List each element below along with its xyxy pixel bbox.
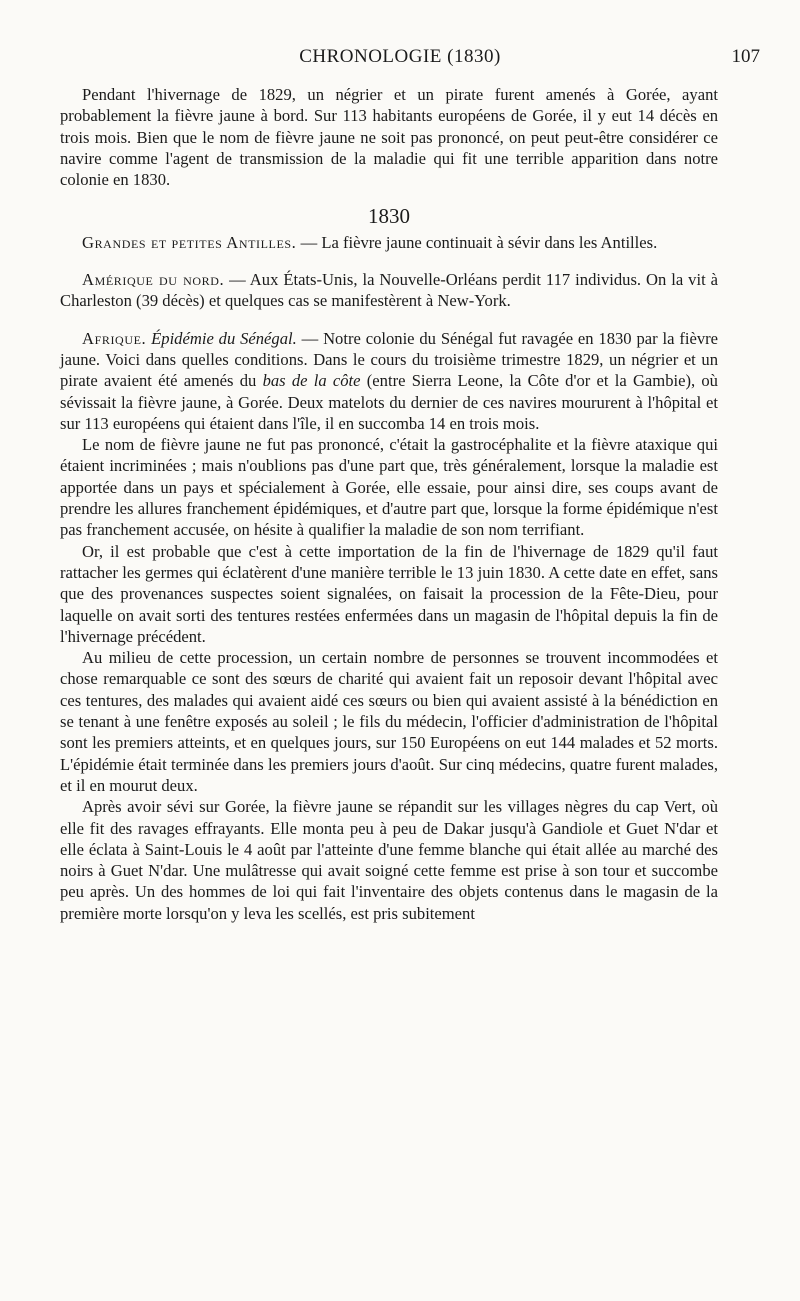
intro-paragraph: Pendant l'hivernage de 1829, un négrier et un pirate furent amenés à Gorée, ayant probablement la fièvre jaune à bord. Sur 113 habitants européens de Gorée, il y eut 14 décès en trois mois. Bien que le nom de fièvre jaune ne soit pas prononcé, on peut peut-être considérer ce navire comme l'agent de transmission de la maladie qui fit une terrible apparition dans notre colonie en 1830. [60,85,718,190]
antilles-paragraph [60,232,718,253]
paragraph-spread: Après avoir sévi sur Gorée, la fièvre jaune se répandit sur les villages nègres du cap Vert, où elle fit des ravages effrayants. Elle monta peu à peu de Dakar jusqu'à Gandiole et Guet N'dar et elle éclata à Saint-Louis le 4 août par l'atteinte d'une femme blanche qui était allée au marché des noirs à Guet N'dar. Une mulâtresse qui avait soigné cette femme est prise à son tour et succombe peu après. Un des hommes de loi qui fait l'inventaire des objets contenus dans le magasin de la première morte lorsqu'on y leva les scellés, est pris subitement [60,797,718,923]
afrique-text-2: (entre Sierra Leone, la Côte d'or et la Gambie), où sévissait la fièvre jaune, à Gorée. Deux matelots du dernier de ces navires moururent à l'hôpital et sur 113 européens qui étaient dans l'île, il en succomba 14 en trois mois. [60,371,718,433]
running-head [40,46,760,76]
body-text [60,84,718,924]
afrique-place: bas de la côte [262,371,361,391]
amerique-text: — Aux États-Unis, la Nouvelle-Orléans perdit 117 individus. On la vit à Charleston (39 décès) et quelques cas se manifestèrent à New-York. [60,270,718,311]
year-heading: 1830 [368,204,410,229]
running-title: CHRONOLOGIE (1830) [299,46,501,67]
afrique-title: Épidémie du Sénégal. [151,328,297,348]
afrique-paragraph [60,328,718,434]
antilles-label: Grandes et petites Antilles. [82,232,297,252]
page-number: 107 [731,46,760,67]
afrique-text-1: — Notre colonie du Sénégal fut ravagée en 1830 par la fièvre jaune. Voici dans quelles conditions. Dans le cours du troisième trimestre 1829, un négrier et un pirate avaient été amenés du [60,328,719,391]
paragraph-victims: Au milieu de cette procession, un certain nombre de personnes se trouvent incommodées et chose remarquable ce sont des sœurs de charité qui avaient fait un reposoir devant l'hôpital avec ces tentures, des malades qui avaient aidé ces sœurs ou bien qui avaient assisté à la bénédiction en se tenant à une fenêtre exposés au soleil ; le fils du médecin, l'officier d'administration de l'hôpital sont les premiers atteints, et en quelques jours, sur 150 Européens on eut 144 malades et 52 morts. L'épidémie était terminée dans les premiers jours d'août. Sur cinq médecins, quatre furent malades, et il en mourut deux. [60,648,718,795]
amerique-paragraph [60,269,718,312]
amerique-label: Amérique du nord. [82,270,225,290]
afrique-label: Afrique. [82,328,147,348]
antilles-text: — La fièvre jaune continuait à sévir dans les Antilles. [296,232,658,252]
paragraph-procession: Or, il est probable que c'est à cette importation de la fin de l'hivernage de 1829 qu'il faut rattacher les germes qui éclatèrent d'une manière terrible le 13 juin 1830. A cette date en effet, sans que des provenances suspectes soient signalées, on faisait la procession de la Fête-Dieu, pour laquelle on avait sorti des tentures restées enfermées dans un magasin de l'hôpital depuis la fin de l'hivernage précédent. [60,541,718,646]
paragraph-fever-name: Le nom de fièvre jaune ne fut pas prononcé, c'était la gastrocéphalite et la fièvre ataxique qui étaient incriminées ; mais n'oublions pas d'une part que, très généralement, lorsque la maladie est apportée dans un pays et spécialement à Gorée, elle essaie, pour ainsi dire, ses coups avant de prendre les allures franchement épidémiques, et d'autre part que, lorsque la forme épidémique n'est pas franchement accusée, on hésite à qualifier la maladie de son nom terrifiant. [60,435,718,540]
